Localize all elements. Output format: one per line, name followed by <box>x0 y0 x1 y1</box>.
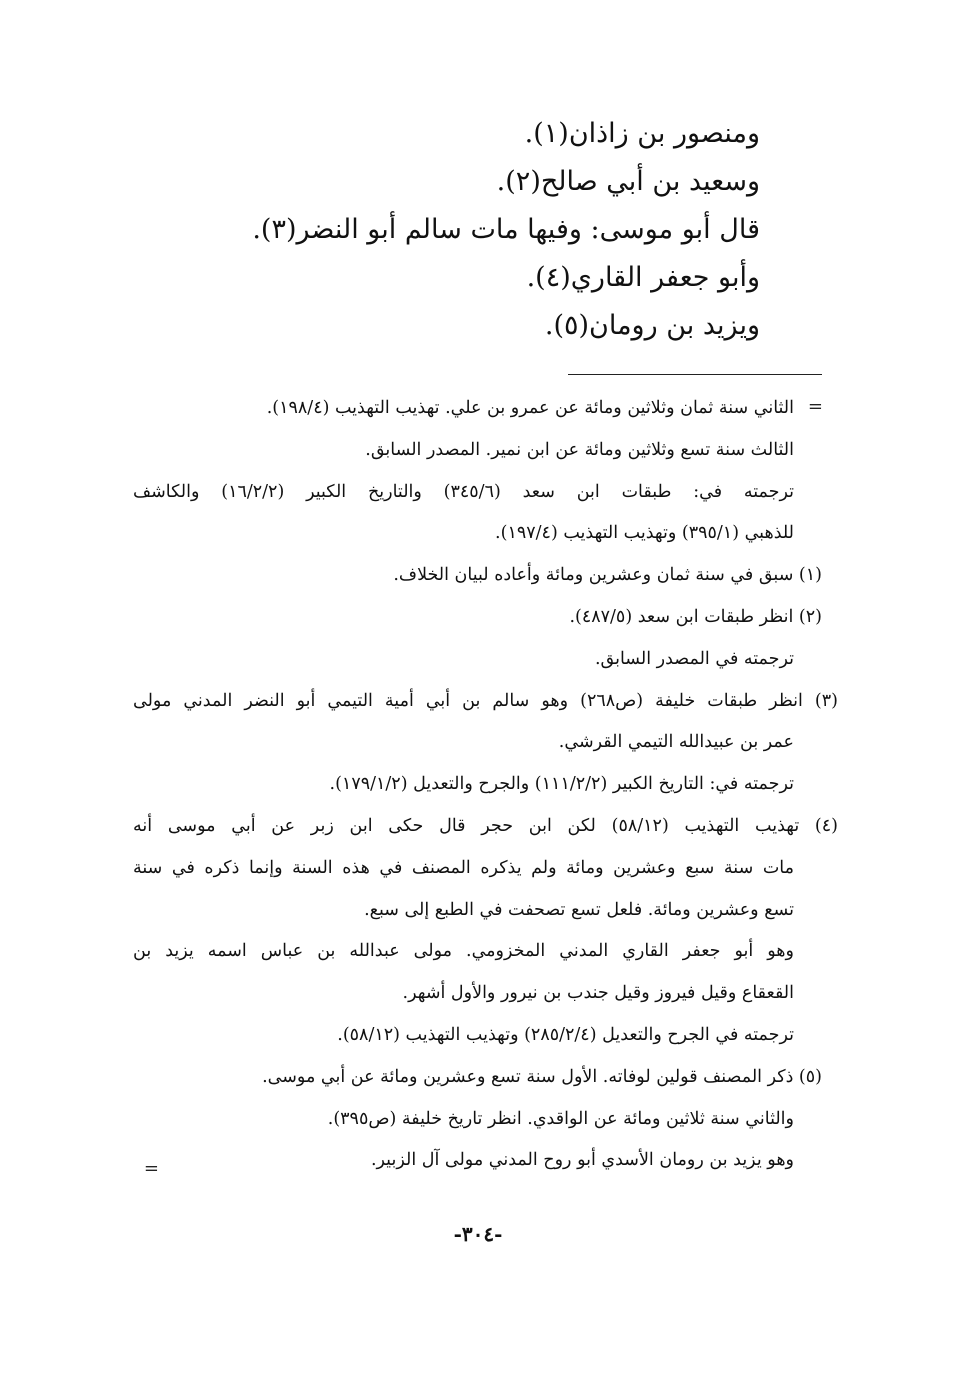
footnotes-block <box>133 388 838 1182</box>
footnote-line: وهو يزيد بن رومان الأسدي أبو روح المدني مولى آل الزبير. <box>370 1150 794 1171</box>
footnote-line: القعقاع وقيل فيروز وقيل جندب بن نيرور والأول أشهر. <box>402 983 794 1004</box>
footnote-separator <box>568 374 822 375</box>
footnote-continues-marker: = <box>143 1158 159 1179</box>
main-line: ويزيد بن رومان(٥). <box>544 310 760 341</box>
footnote-line: (٤) تهذيب التهذيب (٥٨/١٢) لكن ابن حجر قال حكى ابن زبر عن أبي موسى أنه <box>133 815 838 836</box>
footnote-line: ترجمته في: طبقات ابن سعد (٣٤٥/٦) والتاريخ الكبير (١٦/٢/٢) والكاشف <box>133 481 795 502</box>
main-text-block <box>200 110 760 350</box>
footnote-line: (٣) انظر طبقات خليفة (ص٢٦٨) وهو سالم بن أبي أمية التيمي أبو النضر المدني مولى <box>133 690 838 711</box>
footnote-line: (٢) انظر طبقات ابن سعد (٤٨٧/٥). <box>569 606 822 627</box>
main-line: وأبو جعفر القاري(٤). <box>526 262 760 293</box>
footnote-line: (١) سبق في سنة ثمان وعشرين ومائة وأعاده لبيان الخلاف. <box>393 565 822 586</box>
footnote-line: عمر بن عبيدالله التيمي القرشي. <box>558 732 794 753</box>
footnote-line: للذهبي (٣٩٥/١) وتهذيب التهذيب (١٩٧/٤). <box>495 523 794 544</box>
footnote-line: الثالث سنة تسع وثلاثين ومائة عن ابن نمير. المصدر السابق. <box>365 439 794 460</box>
footnote-continued-marker: = <box>807 396 823 417</box>
footnote-line: تسع وعشرين ومائة. فلعل تسع تصحفت في الطبع إلى سبع. <box>364 899 794 920</box>
footnote-line: والثاني سنة ثلاثين ومائة عن الواقدي. انظر تاريخ خليفة (ص٣٩٥). <box>327 1108 794 1129</box>
main-line: قال أبو موسى: وفيها مات سالم أبو النضر(٣). <box>252 214 760 245</box>
footnote-line: الثاني سنة ثمان وثلاثين ومائة عن عمرو بن علي. تهذيب التهذيب (١٩٨/٤). <box>266 398 794 418</box>
main-line: ومنصور بن زاذان(١). <box>524 118 760 149</box>
page-number: -٣٠٤- <box>453 1222 503 1246</box>
footnote-line: ترجمته في المصدر السابق. <box>594 648 794 669</box>
footnote-line: ترجمته في: التاريخ الكبير (١١١/٢/٢) والجرح والتعديل (١٧٩/١/٢). <box>329 774 794 795</box>
main-line: وسعيد بن أبي صالح(٢). <box>496 166 760 197</box>
footnote-line: وهو أبو جعفر القاري المدني المخزومي. مولى عبدالله بن عباس اسمه يزيد بن <box>133 941 794 962</box>
footnote-line: ترجمته في الجرح والتعديل (٢٨٥/٢/٤) وتهذيب التهذيب (٥٨/١٢). <box>337 1024 794 1045</box>
footnote-line: (٥) ذكر المصنف قولين لوفاته. الأول سنة تسع وعشرين ومائة عن أبي موسى. <box>262 1066 822 1087</box>
footnote-line: مات سنة سبع وعشرين ومائة ولم يذكره المصنف في هذه السنة وإنما ذكره في سنة <box>133 857 794 878</box>
